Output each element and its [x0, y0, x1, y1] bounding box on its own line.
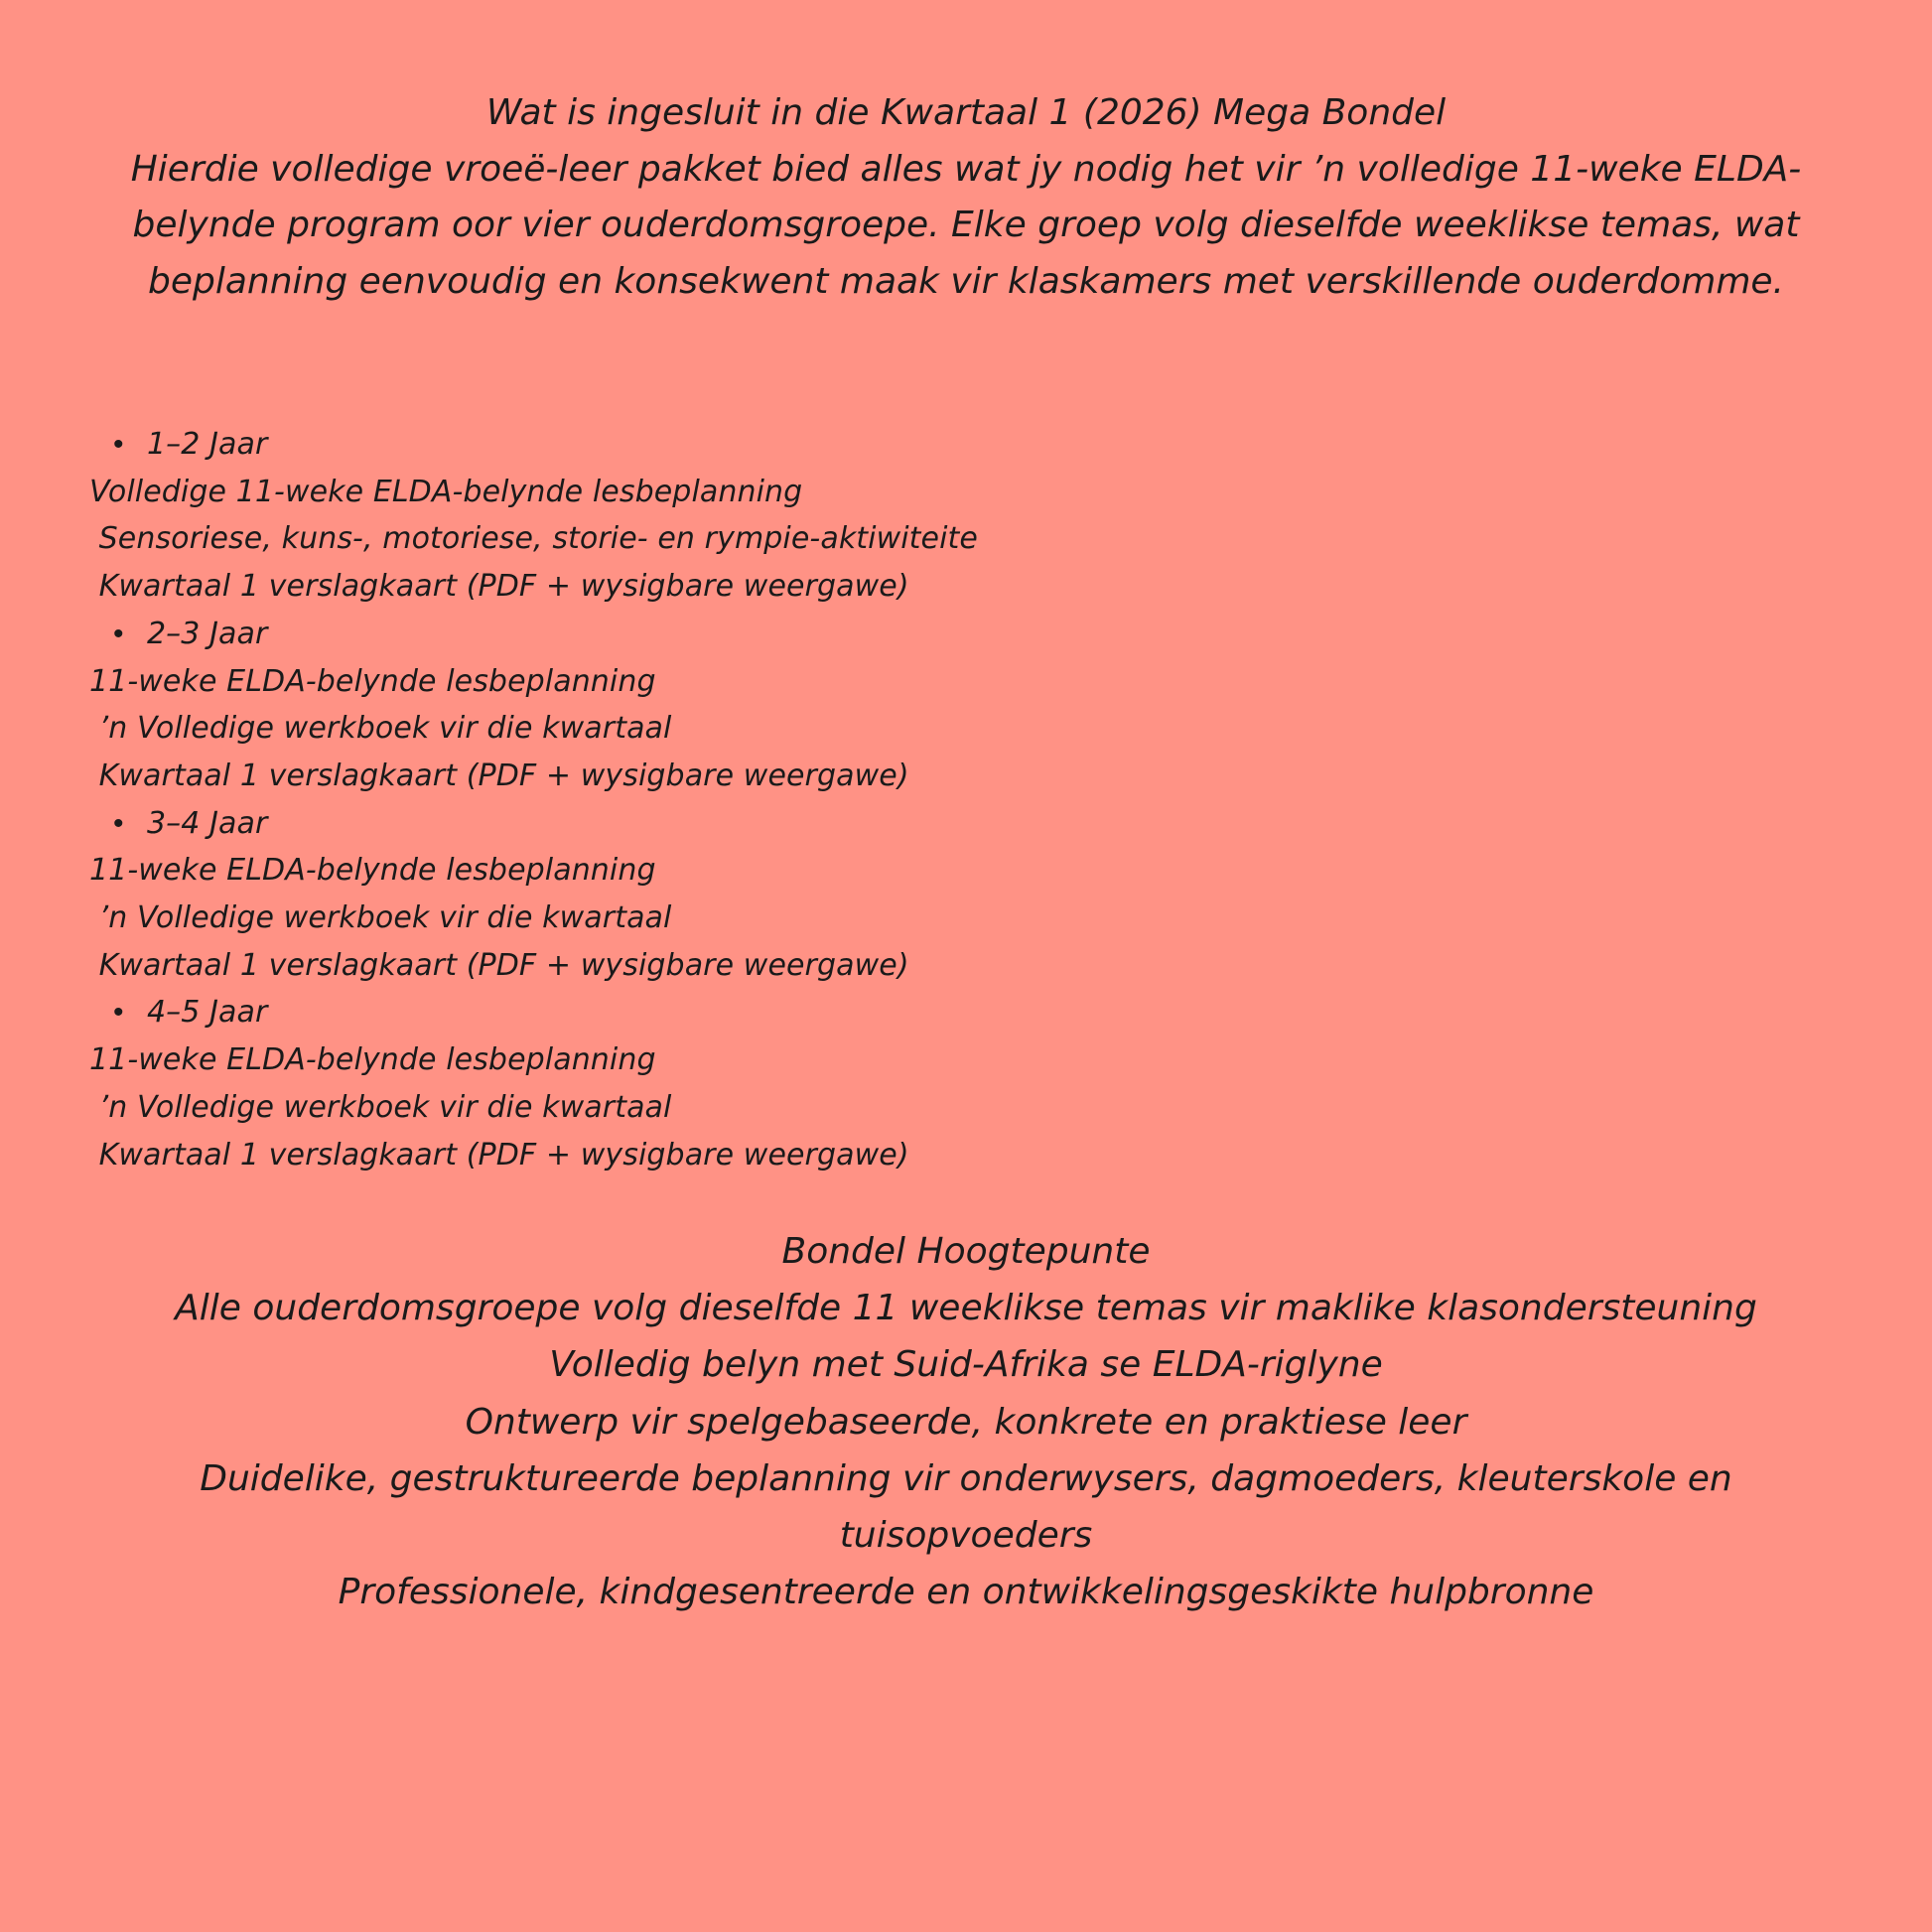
age-group-list [89, 421, 1181, 1178]
age-group-heading [89, 421, 1181, 469]
age-group-4-5 [89, 989, 1181, 1178]
package-item: 11-weke ELDA-belynde lesbeplanning [89, 853, 656, 889]
age-group-label: 1–2 Jaar [147, 427, 268, 462]
bullet-icon: • [113, 995, 124, 1031]
age-group-2-3 [89, 611, 1181, 800]
age-group-heading [89, 611, 1181, 658]
highlights-section [89, 1223, 1843, 1620]
package-item: Kwartaal 1 verslagkaart (PDF + wysigbare weergawe) [89, 947, 909, 983]
age-group-label: 4–5 Jaar [147, 995, 268, 1031]
highlights-title: Bondel Hoogtepunte [781, 1231, 1151, 1272]
package-item: ’n Volledige werkboek vir die kwartaal [89, 1089, 672, 1125]
highlight-item: Ontwerp vir spelgebaseerde, konkrete en praktiese leer [465, 1401, 1467, 1443]
highlight-item: Duidelike, gestruktureerde beplanning vir onderwysers, dagmoeders, kleuterskole en tuisopvoeders [200, 1457, 1732, 1557]
bullet-icon: • [113, 427, 124, 462]
age-group-heading [89, 800, 1181, 848]
age-group-3-4 [89, 800, 1181, 990]
highlight-item: Alle ouderdomsgroepe volg dieselfde 11 weeklikse temas vir maklike klasondersteuning [175, 1288, 1757, 1329]
age-group-label: 2–3 Jaar [147, 616, 268, 651]
highlight-item: Professionele, kindgesentreerde en ontwikkelingsgeskikte hulpbronne [338, 1572, 1594, 1613]
age-group-label: 3–4 Jaar [147, 805, 268, 841]
package-item: Sensoriese, kuns-, motoriese, storie- en rympie-aktiwiteite [89, 521, 978, 557]
intro-title: Wat is ingesluit in die Kwartaal 1 (2026) Mega Bondel [485, 92, 1447, 133]
bullet-icon: • [113, 616, 124, 651]
package-item: Kwartaal 1 verslagkaart (PDF + wysigbare weergawe) [89, 569, 909, 605]
intro-section [89, 85, 1843, 310]
highlight-item: Volledig belyn met Suid-Afrika se ELDA-riglyne [549, 1344, 1383, 1386]
package-item: ’n Volledige werkboek vir die kwartaal [89, 711, 672, 747]
package-item: Volledige 11-weke ELDA-belynde lesbeplanning [89, 474, 803, 509]
package-item: 11-weke ELDA-belynde lesbeplanning [89, 1042, 656, 1078]
intro-description: Hierdie volledige vroeë-leer pakket bied alles wat jy nodig het vir ’n volledige 11-weke ELDA-belynde program oor vier ouderdomsgroepe. Elke groep volg dieselfde weeklikse temas, wat beplanning eenvoudig en konsekwent maak vir klaskamers met verskillende ouderdomme. [130, 148, 1802, 302]
package-item: Kwartaal 1 verslagkaart (PDF + wysigbare weergawe) [89, 758, 909, 793]
package-item: ’n Volledige werkboek vir die kwartaal [89, 900, 672, 936]
package-item: 11-weke ELDA-belynde lesbeplanning [89, 663, 656, 699]
age-group-1-2 [89, 421, 1181, 611]
age-group-heading [89, 989, 1181, 1036]
bullet-icon: • [113, 805, 124, 841]
package-item: Kwartaal 1 verslagkaart (PDF + wysigbare weergawe) [89, 1137, 909, 1173]
